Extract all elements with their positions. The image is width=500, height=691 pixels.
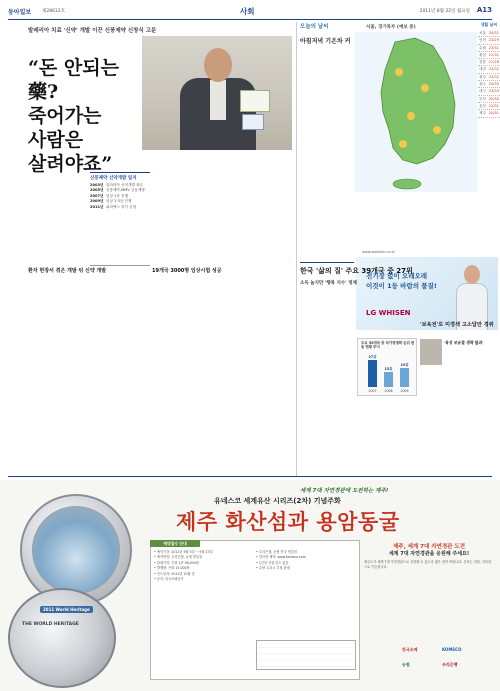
- chart-data-label: 15위: [384, 367, 393, 371]
- ad-line: 이것이 1등 바람의 품질!: [366, 282, 437, 290]
- article-body-column: [357, 400, 417, 474]
- city-name: 광주: [479, 82, 486, 87]
- side-subhead: '육성 보유결 생략 불과': [444, 340, 484, 345]
- masthead: [8, 6, 492, 20]
- city-name: 청주: [479, 74, 486, 79]
- city-temp: 23/31: [488, 103, 499, 108]
- city-name: 제주: [479, 111, 486, 116]
- side-headline-text: '보육전'로 미경색 고소답만 경위: [420, 322, 494, 328]
- chart-category-label: 2009: [400, 389, 409, 393]
- medicine-box-shape: [240, 90, 270, 112]
- section-divider: [300, 262, 354, 263]
- city-temp: 24/32: [488, 82, 499, 87]
- newspaper-name: 동아일보: [8, 9, 32, 16]
- timeline-event: 피라맥스 허가 신청: [106, 204, 137, 209]
- city-weather-row: [478, 45, 500, 52]
- side-headline: [420, 322, 498, 328]
- sponsor-logo[interactable]: 우리은행: [442, 662, 458, 667]
- timeline-row: [90, 205, 150, 210]
- city-temp: 24/31: [488, 31, 499, 35]
- article-headline: [28, 56, 143, 176]
- info-line: • 발행량: 은화 15,000장: [154, 566, 190, 571]
- city-temp: 23/32: [488, 67, 499, 72]
- timeline-title: 신풍제약 신약개발 일지: [90, 176, 137, 181]
- reservation-info-list: [256, 550, 356, 572]
- city-weather-row: [478, 59, 500, 66]
- article-body-column: [226, 286, 292, 446]
- issue-date: 2011년 8월 22일 월요일: [419, 9, 470, 14]
- article-body-column: [28, 160, 88, 258]
- article-photo: [142, 36, 292, 150]
- ad-topline: 세계 7대 자연경관에 도전하는 제주!: [300, 488, 389, 494]
- price-table: [256, 640, 356, 670]
- city-name: 부산: [479, 96, 486, 101]
- ad-right-title: 제주, 세계 7대 자연경관 도전: [392, 544, 466, 550]
- city-name: 대전: [479, 67, 486, 72]
- chart-title: 주요 39개국 중 국가경쟁력 순위 변동 현황 추이: [361, 341, 415, 349]
- city-name: 춘천: [479, 52, 486, 57]
- info-line: • 인도일자: 2011년 10월 중: [154, 571, 195, 576]
- city-weather-row: [478, 37, 500, 44]
- timeline-event: 말라리아 신약개발 착수: [106, 183, 143, 187]
- city-name: 강릉: [479, 60, 486, 65]
- article-body-column: [152, 286, 222, 446]
- city-name: 인천: [479, 38, 486, 43]
- reservation-info-list: [154, 550, 254, 582]
- timeline-year: 2009년: [90, 199, 104, 204]
- article-body-column: [226, 160, 292, 260]
- chart-data-label: 19위: [400, 363, 409, 367]
- weather-text: [300, 46, 354, 246]
- city-temp: 21/28: [488, 60, 499, 65]
- weather-map: [355, 32, 477, 192]
- info-line: • 우리은행, 농협 전국 영업점: [256, 550, 297, 554]
- ad-subtitle: 유네스코 세계유산 시리즈(2차) 기념주화: [214, 497, 341, 505]
- city-name: 서울: [479, 31, 486, 35]
- coin-inscription: THE WORLD HERITAGE: [22, 622, 79, 627]
- chart-bar: [368, 360, 377, 387]
- city-weather-row: [478, 103, 500, 110]
- city-temp: 23/31: [488, 45, 499, 50]
- sponsor-logo[interactable]: KOMSCO: [442, 647, 462, 652]
- coin-reverse-icon: [8, 588, 116, 688]
- article-body-column: [300, 290, 354, 474]
- page-number: A13: [476, 6, 492, 14]
- city-weather-list: [478, 22, 500, 262]
- timeline-event: 임상 1상 진행: [106, 193, 128, 198]
- chart-category-label: 2008: [384, 389, 393, 393]
- chart-bar: [400, 368, 409, 387]
- reservation-info-title: 예약접수 안내: [150, 540, 200, 547]
- middle-subhead: 소득 높지만 '행복 지수' 정체: [300, 281, 357, 286]
- weather-banner: 오늘의 날씨: [300, 24, 329, 30]
- timeline-event: 임상 2·3상 진행: [106, 199, 132, 204]
- map-title: 서울, 경기북부 (예보 중): [366, 25, 416, 30]
- article-body-column: [28, 286, 148, 446]
- medicine-box-shape: [242, 114, 264, 130]
- coin-label: 2011 World Heritage: [40, 606, 93, 613]
- headline-line: 살려야죠”: [28, 153, 113, 175]
- chart-bar: [384, 372, 393, 387]
- ad-brand-logo: LG WHISEN: [366, 309, 411, 317]
- info-line: • 문의: 한국조폐공사: [154, 577, 184, 582]
- ad-line: 전기장 없이 오래오래: [366, 272, 428, 280]
- headline-line: 사람은: [28, 129, 84, 151]
- ad-right-subtitle: 세계 7대 자연경관을 응원해 주세요!: [388, 551, 470, 557]
- city-weather-title: 생활 날씨: [480, 22, 498, 27]
- timeline-box: [90, 172, 150, 266]
- city-weather-row: [478, 81, 500, 88]
- section-divider: [8, 476, 492, 477]
- ranking-chart: [357, 338, 417, 396]
- article-subhead: 환자 현장서 겪은 개발 뒤 신약 개발: [28, 268, 107, 274]
- timeline-year: 2003년: [90, 183, 104, 187]
- middle-headline: 한국 '삶의 질' 주요 39개국 중 27위: [300, 267, 413, 275]
- city-temp: 25/30: [488, 96, 499, 101]
- city-temp: 21/31: [488, 52, 499, 57]
- chart-data-label: 27위: [368, 355, 377, 359]
- article-kicker: 발레리아 치료 '신약' 개발 이끈 신풍제약 신창식 고문: [28, 28, 157, 34]
- timeline-year: 2005년: [90, 188, 104, 193]
- city-weather-row: [478, 110, 500, 117]
- city-name: 수원: [479, 45, 486, 50]
- city-name: 대구: [479, 89, 486, 94]
- city-weather-row: [478, 74, 500, 81]
- korea-map-icon: [355, 32, 477, 192]
- info-line: • 예약방법: 우리은행, 농협 영업점: [154, 555, 203, 560]
- city-weather-row: [478, 66, 500, 73]
- sponsor-logo[interactable]: 농협: [402, 662, 410, 667]
- sponsor-logo[interactable]: 한국조폐: [402, 647, 418, 652]
- chart-category-label: 2007: [368, 389, 377, 393]
- city-temp: 25/31: [488, 111, 499, 116]
- info-line: • 1인당 신청 한도 없음: [256, 560, 289, 565]
- info-line: • 인터넷 예약: www.komsco.com: [256, 555, 306, 560]
- city-weather-row: [478, 30, 500, 37]
- city-temp: 23/29: [488, 38, 499, 43]
- article-body-column: [420, 368, 498, 474]
- info-line: • 예약기간: 2011년 9월 5일 ~ 9월 23일: [154, 550, 213, 554]
- column-divider: [296, 22, 297, 476]
- timeline-year: 2011년: [90, 204, 104, 209]
- headline-line: “돈 안되는 藥?: [28, 57, 119, 103]
- city-weather-row: [478, 52, 500, 59]
- issue-number: 제28612호: [42, 9, 66, 14]
- author-photo: [420, 339, 442, 365]
- person-head-shape: [204, 48, 232, 82]
- timeline-year: 2007년: [90, 193, 104, 198]
- weather-web-link[interactable]: www.weather.co.kr: [362, 250, 396, 254]
- weather-headline: 아침저녁 기온차 커: [300, 38, 351, 45]
- headline-line: 죽어가는: [28, 105, 102, 127]
- ad-right-text: 제주도가 세계 7대 자연경관으로 선정될 수 있도록 많은 참여 바랍니다. 투표는 전화, 인터넷으로 가능합니다.: [364, 560, 492, 569]
- timeline-event: 신풍제약-MMV 공동개발: [106, 188, 145, 193]
- city-name: 울산: [479, 103, 486, 108]
- section-title: 사회: [240, 7, 255, 16]
- ad-title: 제주 화산섬과 용암동굴: [176, 510, 400, 534]
- city-temp: 23/32: [488, 74, 499, 79]
- city-weather-row: [478, 96, 500, 103]
- coin-design-icon: [32, 506, 120, 594]
- city-temp: 23/33: [488, 89, 499, 94]
- person-shirt-shape: [210, 80, 226, 120]
- info-line: • 수량 초과시 추첨 판매: [256, 566, 290, 571]
- article-subhead: 19개국 3000명 임상시험 성공: [152, 268, 222, 274]
- city-weather-row: [478, 88, 500, 95]
- info-line: • 판매가격: 은화 1종 58,000원: [154, 560, 199, 565]
- article-body-column: [152, 160, 222, 260]
